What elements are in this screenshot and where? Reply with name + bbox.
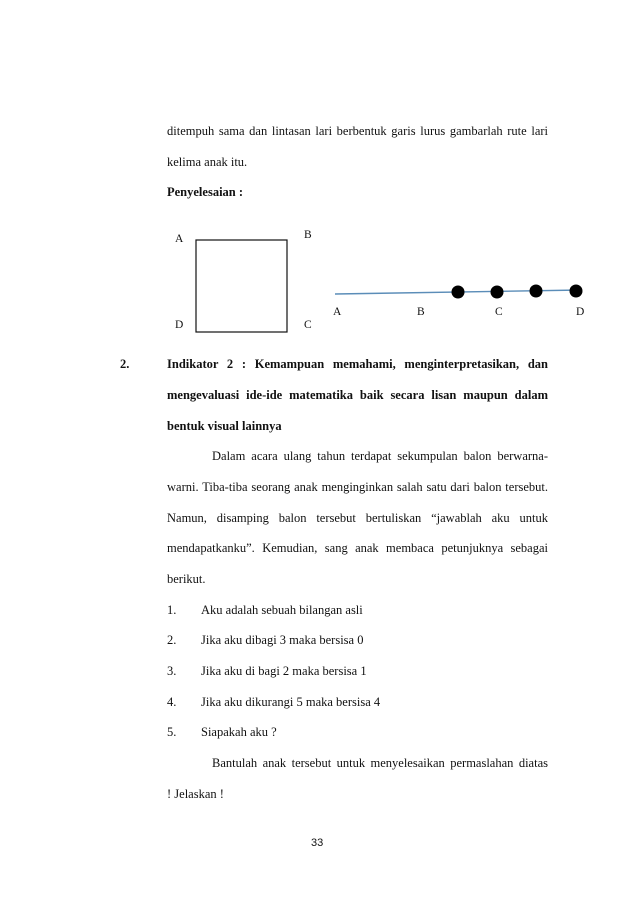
line-label-c: C: [495, 306, 503, 318]
square-label-d: D: [175, 319, 184, 331]
route-point: [570, 285, 583, 298]
square-label-c: C: [304, 319, 312, 331]
clue-text: Jika aku dibagi 3 maka bersisa 0: [201, 633, 364, 647]
story-line-2: warni. Tiba-tiba seorang anak menginginkan salah satu dari balon tersebut.: [167, 480, 548, 494]
indicator-line-3: bentuk visual lainnya: [167, 419, 282, 433]
line-label-b: B: [417, 306, 425, 318]
clue-number: 1.: [167, 603, 177, 617]
square-route: [196, 240, 287, 332]
clue-text: Siapakah aku ?: [201, 725, 277, 739]
route-point: [530, 285, 543, 298]
story-line-4: mendapatkanku”. Kemudian, sang anak membaca petunjuknya sebagai: [167, 541, 548, 555]
story-line-3: Namun, disamping balon tersebut bertuliskan “jawablah aku untuk: [167, 511, 548, 525]
closing-line-2: ! Jelaskan !: [167, 787, 224, 801]
clue-text: Jika aku dikurangi 5 maka bersisa 4: [201, 695, 381, 709]
page-number: 33: [311, 837, 324, 849]
indicator-line-1: Indikator 2 : Kemampuan memahami, menginterpretasikan, dan: [167, 357, 548, 371]
square-label-a: A: [175, 233, 184, 245]
story-line-5: berikut.: [167, 572, 206, 586]
intro-line-1: ditempuh sama dan lintasan lari berbentuk garis lurus gambarlah rute lari: [167, 124, 548, 138]
line-label-a: A: [333, 306, 342, 318]
route-point: [491, 286, 504, 299]
clue-number: 4.: [167, 695, 177, 709]
intro-line-2: kelima anak itu.: [167, 155, 248, 169]
clue-text: Aku adalah sebuah bilangan asli: [201, 603, 363, 617]
line-label-d: D: [576, 306, 585, 318]
solution-heading: Penyelesaian :: [167, 185, 244, 199]
indicator-line-2: mengevaluasi ide-ide matematika baik secara lisan maupun dalam: [167, 388, 548, 402]
route-point: [452, 286, 465, 299]
clue-text: Jika aku di bagi 2 maka bersisa 1: [201, 664, 367, 678]
clue-number: 5.: [167, 725, 177, 739]
closing-line-1: Bantulah anak tersebut untuk menyelesaikan permaslahan diatas: [212, 756, 548, 770]
clue-number: 2.: [167, 633, 177, 647]
clue-number: 3.: [167, 664, 177, 678]
section-number: 2.: [120, 357, 130, 371]
square-label-b: B: [304, 229, 312, 241]
story-line-1: Dalam acara ulang tahun terdapat sekumpulan balon berwarna-: [212, 449, 548, 463]
